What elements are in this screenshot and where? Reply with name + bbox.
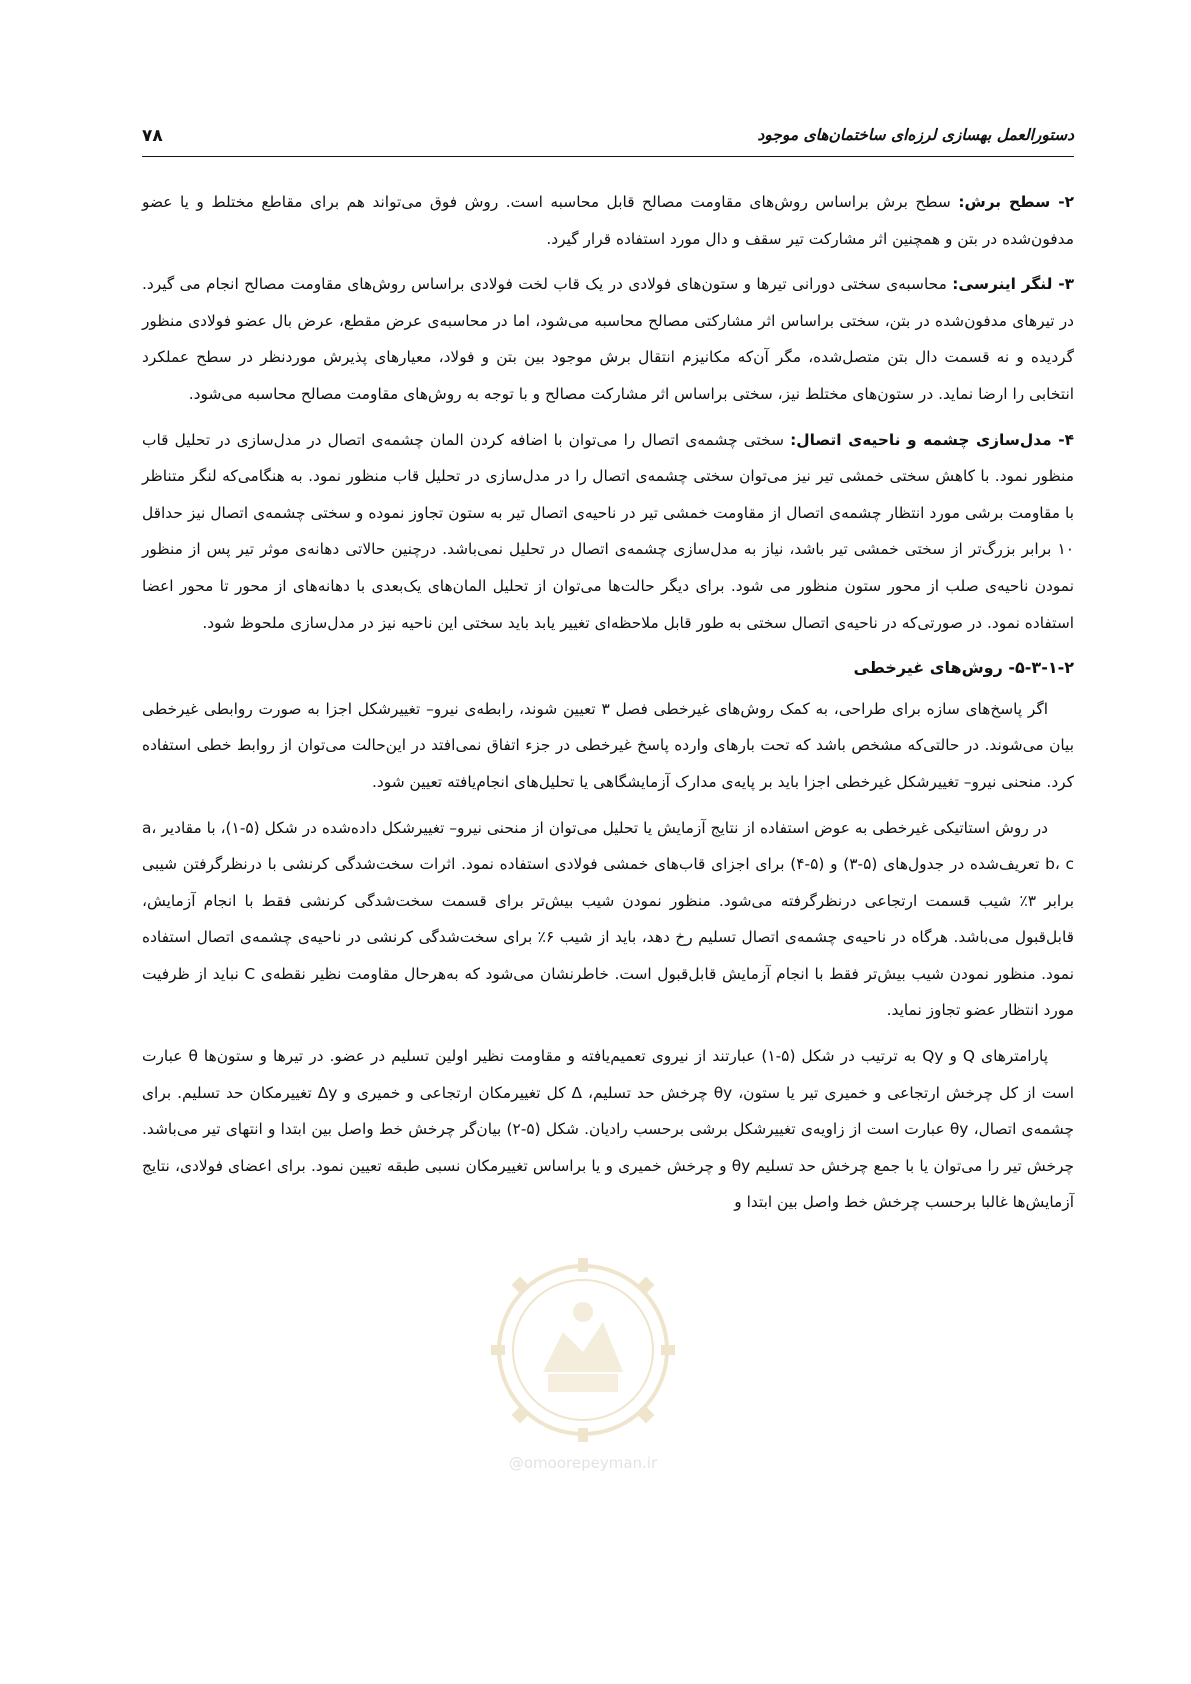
section-heading: ۵-۳-۱-۲- روش‌های غیرخطی: [853, 658, 1074, 678]
paragraph-nonlinear-intro: اگر پاسخ‌های سازه برای طراحی، به کمک روش‌های غیرخطی فصل ۳ تعیین شوند، رابطه‌ی نیرو– تغییرشکل اجزا به صورت روابطی غیرخطی بیان می‌شوند. در حالتی‌که مشخص باشد که تحت بارهای وارده پاسخ غیرخطی در جزء اتفاق نمی‌افتد در این‌حالت می‌توان از روابط خطی استفاده کرد. منحنی نیرو– تغییرشکل غیرخطی اجزا باید بر پایه‌ی مدارک آزمایشگاهی یا تحلیل‌های انجام‌یافته تعیین شود.: [142, 699, 1074, 791]
paragraph-parameters: پارامترهای Q و Qy به ترتیب در شکل (۵-۱) عبارتند از نیروی تعمیم‌یافته و مقاومت نظیر اولین تسلیم در عضو. در تیرها و ستون‌ها θ عبارت است از کل چرخش ارتجاعی و خمیری تیر یا ستون، θy چرخش حد تسلیم، Δ کل تغییرمکان ارتجاعی و خمیری و Δy تغییرمکان حد تسلیم. برای چشمه‌ی اتصال، θy عبارت است از زاویه‌ی تغییرشکل برشی برحسب رادیان. شکل (۵-۲) بیان‌گر چرخش خط واصل بین ابتدا و انتهای تیر می‌باشد. چرخش تیر را می‌توان یا با جمع چرخش حد تسلیم θy و چرخش خمیری و یا براساس تغییرمکان نسبی طبقه تعیین نمود. برای اعضای فولادی، نتایج آزمایش‌ها غالبا برحسب چرخش خط واصل بین ابتدا و: [142, 1047, 1074, 1212]
paragraph-lead: ۳- لنگر اینرسی:: [952, 275, 1074, 294]
paragraph-text: سطح برش براساس روش‌های مقاومت مصالح قابل محاسبه است. روش فوق می‌تواند هم برای مقاطع مختلط و یا عضو مدفون‌شده در بتن و همچنین اثر مشارکت تیر سقف و دال مورد استفاده قرار گیرد.: [142, 193, 1074, 248]
page-number: ۷۸: [142, 126, 163, 146]
paragraph-lead: ۴- مدل‌سازی چشمه و ناحیه‌ی اتصال:: [790, 430, 1074, 449]
paragraph-nonlinear-static: در روش استاتیکی غیرخطی به عوض استفاده از نتایج آزمایش یا تحلیل می‌توان از منحنی نیرو– تغییرشکل داده‌شده در شکل (۵-۱)، با مقادیر a، b، c تعریف‌شده در جدول‌های (۵-۳) و (۵-۴) برای اجزای قاب‌های خمشی فولادی استفاده نمود. اثرات سخت‌شدگی کرنشی با درنظرگرفتن شیبی برابر ۳٪ شیب قسمت ارتجاعی درنظرگرفته می‌شود. منظور نمودن شیب بیش‌تر برای قسمت سخت‌شدگی کرنشی فقط با انجام آزمایش، قابل‌قبول می‌باشد. هرگاه در ناحیه‌ی چشمه‌ی اتصال تسلیم رخ دهد، باید از شیب ۶٪ برای سخت‌شدگی کرنشی در ناحیه‌ی چشمه‌ی اتصال استفاده نمود. منظور نمودن شیب بیش‌تر فقط با انجام آزمایش قابل‌قبول است. خاطرنشان می‌شود که به‌هرحال مقاومت نظیر نقطه‌ی C نباید از ظرفیت مورد انتظار عضو تجاوز نماید.: [142, 818, 1074, 1020]
paragraph-text: سختی چشمه‌ی اتصال را می‌توان با اضافه کردن المان چشمه‌ی اتصال در مدل‌سازی در تحلیل قاب منظور نمود. با کاهش سختی خمشی تیر نیز می‌توان سختی چشمه‌ی اتصال را در مدل‌سازی در تحلیل قاب منظور نمود. به هنگامی‌که لنگر متناظر با مقاومت برشی مورد انتظار چشمه‌ی اتصال از مقاومت خمشی تیر در ناحیه‌ی اتصال تیر به ستون تجاوز نموده و سختی چشمه‌ی اتصال نیز حداقل ۱۰ برابر بزرگ‌تر از سختی خمشی تیر باشد، نیاز به مدل‌سازی چشمه‌ی اتصال در تحلیل نمی‌باشد. درچنین حالاتی دهانه‌ی موثر تیر پس از منظور نمودن ناحیه‌ی صلب از محور ستون منظور می شود. برای دیگر حالت‌ها می‌توان از تحلیل المان‌های یک‌بعدی با دهانه‌های از محور تا محور اعضا استفاده نمود. در صورتی‌که در ناحیه‌ی اتصال سختی به طور قابل ملاحظه‌ای تغییر یابد باید سختی این ناحیه نیز در مدل‌سازی ملحوظ شود.: [142, 430, 1074, 632]
header-rule: [142, 156, 1074, 157]
body-text: [142, 184, 1074, 1554]
page-header: [142, 126, 1074, 156]
watermark-text: @omoorepeyman.ir: [508, 1454, 658, 1472]
paragraph-text: محاسبه‌ی سختی دورانی تیرها و ستون‌های فولادی در یک قاب لخت فولادی براساس روش‌های مقاومت مصالح انجام می گیرد. در تیرهای مدفون‌شده در بتن، سختی براساس اثر مشارکتی مصالح محاسبه می‌شود، اما در محاسبه‌ی عرض مقطع، عرض بال عضو فولادی منظور گردیده و نه قسمت دال بتن متصل‌شده، مگر آن‌که مکانیزم انتقال برش موجود بین بتن و فولاد، معیارهای پذیرش موردنظر در سطح عملکرد انتخابی را ارضا نماید. در ستون‌های مختلط نیز، سختی براساس اثر مشارکت مصالح و با توجه به روش‌های مقاومت مصالح محاسبه می‌شود.: [142, 275, 1074, 403]
paragraph-shear-surface: [142, 184, 1074, 257]
paragraph-lead: ۲- سطح برش:: [958, 193, 1074, 211]
paragraph-moment-of-inertia: [142, 266, 1074, 412]
running-title: دستورالعمل بهسازی لرزه‌ای ساختمان‌های موجود: [757, 126, 1074, 144]
paragraph-panel-zone-modeling: [142, 422, 1074, 642]
